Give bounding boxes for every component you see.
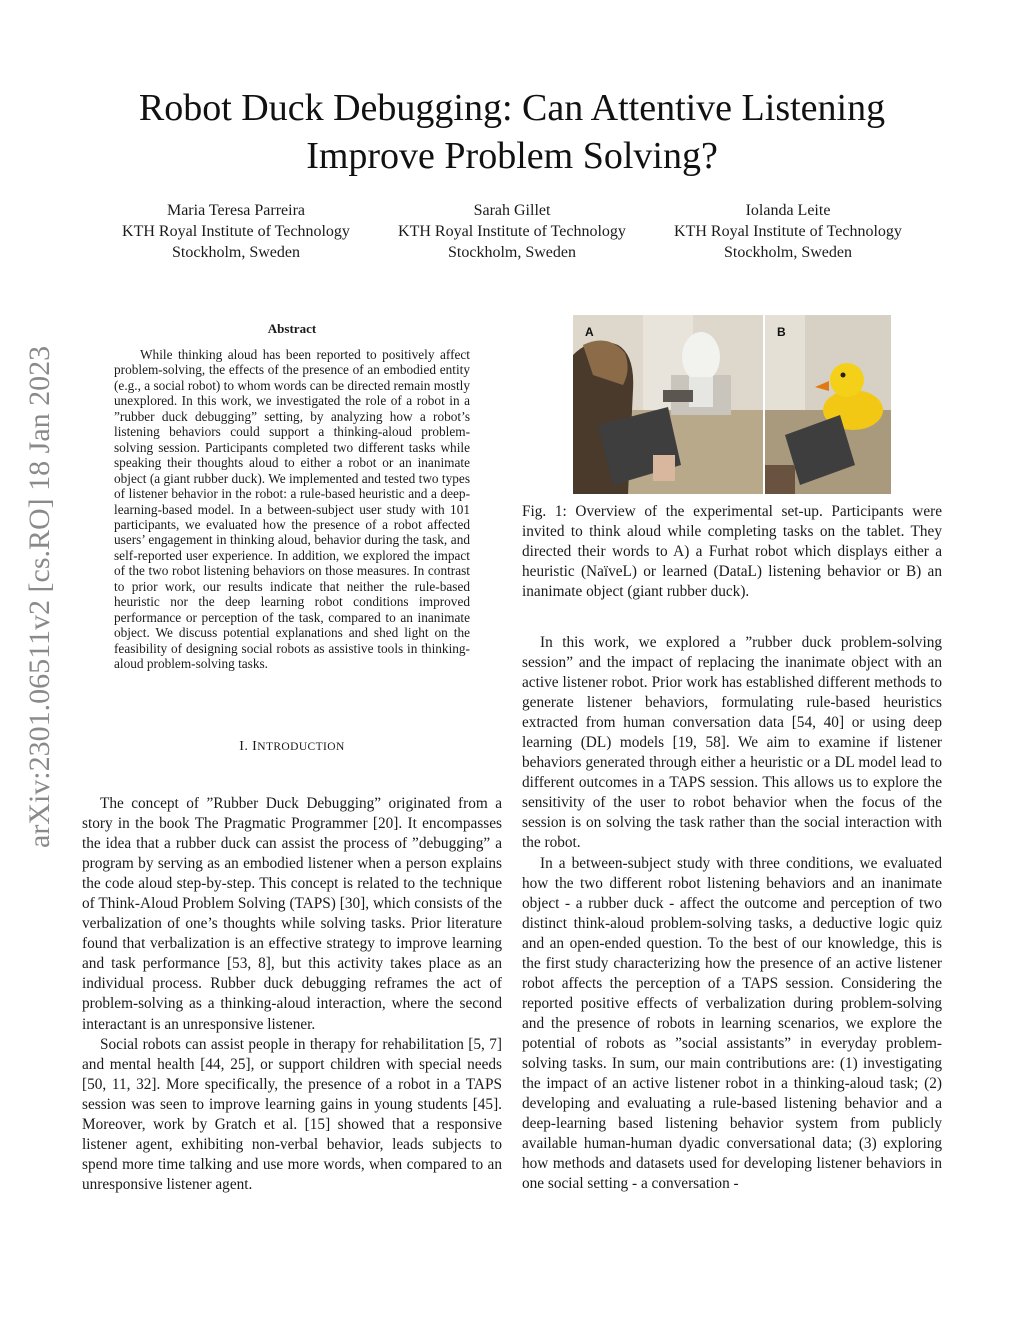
author-affiliation: KTH Royal Institute of Technology [122, 223, 350, 240]
title-line-1: Robot Duck Debugging: Can Attentive Listening [138, 87, 886, 129]
right-paragraph-2: In a between-subject study with three conditions, we evaluated how the two different robot listening behaviors and an inanimate object - a rubber duck - affect the outcome and perception of two distinct think-aloud problem-solving tasks, a deductive logic quiz and an open-ended question. To the best of our knowledge, this is the first study characterizing how the presence of an active listener robot affects the perception of a TAPS session. Considering the reported positive effects of verbalization during problem-solving and the presence of robots in learning scenarios, we explore the potential of robots as ”social assistants” in everyday problem-solving tasks. In sum, our main contributions are: (1) investigating the impact of an active listener robot in a thinking-aloud task; (2) developing and evaluating a rule-based listening behavior and a deep-learning based listening behavior system from publicly available human-human dyadic conversational data; (3) exploring how methods and datasets used for developing listener behaviors in one social setting - a conversation - [522, 854, 942, 1193]
section-numeral: I. [239, 739, 253, 754]
intro-paragraph-1: The concept of ”Rubber Duck Debugging” originated from a story in the book The Pragmatic Programmer [20]. It encompasses the idea that a rubber duck can assist the process of ”debugging” a program by serving as an embodied listener when a person explains the code aloud step-by-step. This concept is related to the technique of Think-Aloud Problem Solving (TAPS) [30], which consists of the verbalization of one’s thoughts while solving tasks. Prior literature found that verbalization is an effective strategy to improve learning and task performance [53, 8], but this activity takes place as an individual process. Rubber duck debugging reframes the act of problem-solving as a thinking-aloud interaction, where the second interactant is an unresponsive listener. [82, 795, 502, 1033]
arxiv-identifier: arXiv:2301.06511v2 [cs.RO] 18 Jan 2023 [23, 345, 56, 848]
robot-scene-illustration [573, 315, 763, 494]
author-name: Sarah Gillet [473, 202, 551, 219]
figure-caption: Fig. 1: Overview of the experimental set-up. Participants were invited to think aloud while completing tasks on the tablet. They directed their words to A) a Furhat robot which displays either a heuristic (NaïveL) or learned (DataL) listening behavior or B) an inanimate object (giant rubber duck). [522, 503, 942, 600]
title-line-2: Improve Problem Solving? [306, 135, 718, 177]
author-block-1 [91, 200, 381, 263]
author-location: Stockholm, Sweden [448, 244, 576, 261]
intro-paragraph-2: Social robots can assist people in therapy for rehabilitation [5, 7] and mental health [44, 25], or support children with special needs [50, 11, 32]. More specifically, the presence of a robot in a TAPS session was seen to improve learning gains in young students [45]. Moreover, work by Gratch et al. [15] showed that a responsive listener agent, exhibiting non-verbal behavior, leads subjects to spend more time talking and use more words, when compared to an unresponsive listener agent. [82, 1035, 502, 1193]
author-affiliation: KTH Royal Institute of Technology [398, 223, 626, 240]
figure-1 [573, 315, 891, 494]
author-location: Stockholm, Sweden [172, 244, 300, 261]
abstract-text: While thinking aloud has been reported to positively affect problem-solving, the effects of the presence of an embodied entity (e.g., a social robot) to whom words can be directed remain mostly unexplored. In this work, we investigated the role of a robot in a ”rubber duck debugging” setting, by analyzing how a robot’s listening behaviors could support a thinking-aloud problem-solving session. Participants completed two different tasks while speaking their thoughts aloud to either a robot or an inanimate object (a giant rubber duck). We implemented and tested two types of listener behavior in the robot: a rule-based heuristic and a deep-learning-based model. In a between-subject user study with 101 participants, we evaluated how the presence of a robot affected users’ engagement in thinking aloud, behavior during the task, and self-reported user experience. In addition, we explored the impact of the two robot listening behaviors on those measures. In contrast to prior work, our results indicate that neither the rule-based heuristic nor the deep learning robot conditions improved performance or perception of the task, compared to an inanimate object. We discuss potential explanations and shed light on the feasibility of designing social robots as assistive tools in thinking-aloud problem-solving tasks. [114, 347, 470, 672]
author-name: Maria Teresa Parreira [166, 202, 306, 219]
right-column-text [522, 633, 942, 1194]
introduction-text [82, 794, 502, 1195]
section-heading [82, 739, 502, 755]
section-title-rest: NTRODUCTION [257, 741, 345, 753]
abstract-heading: Abstract [267, 321, 317, 336]
duck-scene-illustration [765, 315, 891, 494]
paper-title [100, 84, 924, 180]
figure-panel-a-photo [573, 315, 763, 494]
panel-b-label: B [777, 325, 786, 339]
figure-panel-b-photo [765, 315, 891, 494]
panel-a-label: A [585, 325, 594, 339]
right-paragraph-1: In this work, we explored a ”rubber duck problem-solving session” and the impact of replacing the inanimate object with an active listener robot. Prior work has established different methods to generate listener behaviors, formulating rule-based heuristics extracted from human conversation data [54, 40] or using deep learning (DL) models [19, 58]. We aim to examine if listener behaviors generated through either a heuristic or a DL model lead to different outcomes in a TAPS session. This allows us to explore the sensitivity of the user to robot behavior when the focus of the session is on solving the task rather than the social interaction with the robot. [522, 634, 942, 852]
author-affiliation: KTH Royal Institute of Technology [674, 223, 902, 240]
author-block-3 [643, 200, 933, 263]
author-name: Iolanda Leite [745, 202, 831, 219]
author-location: Stockholm, Sweden [724, 244, 852, 261]
section-initial: I [252, 739, 258, 754]
author-block-2 [367, 200, 657, 263]
